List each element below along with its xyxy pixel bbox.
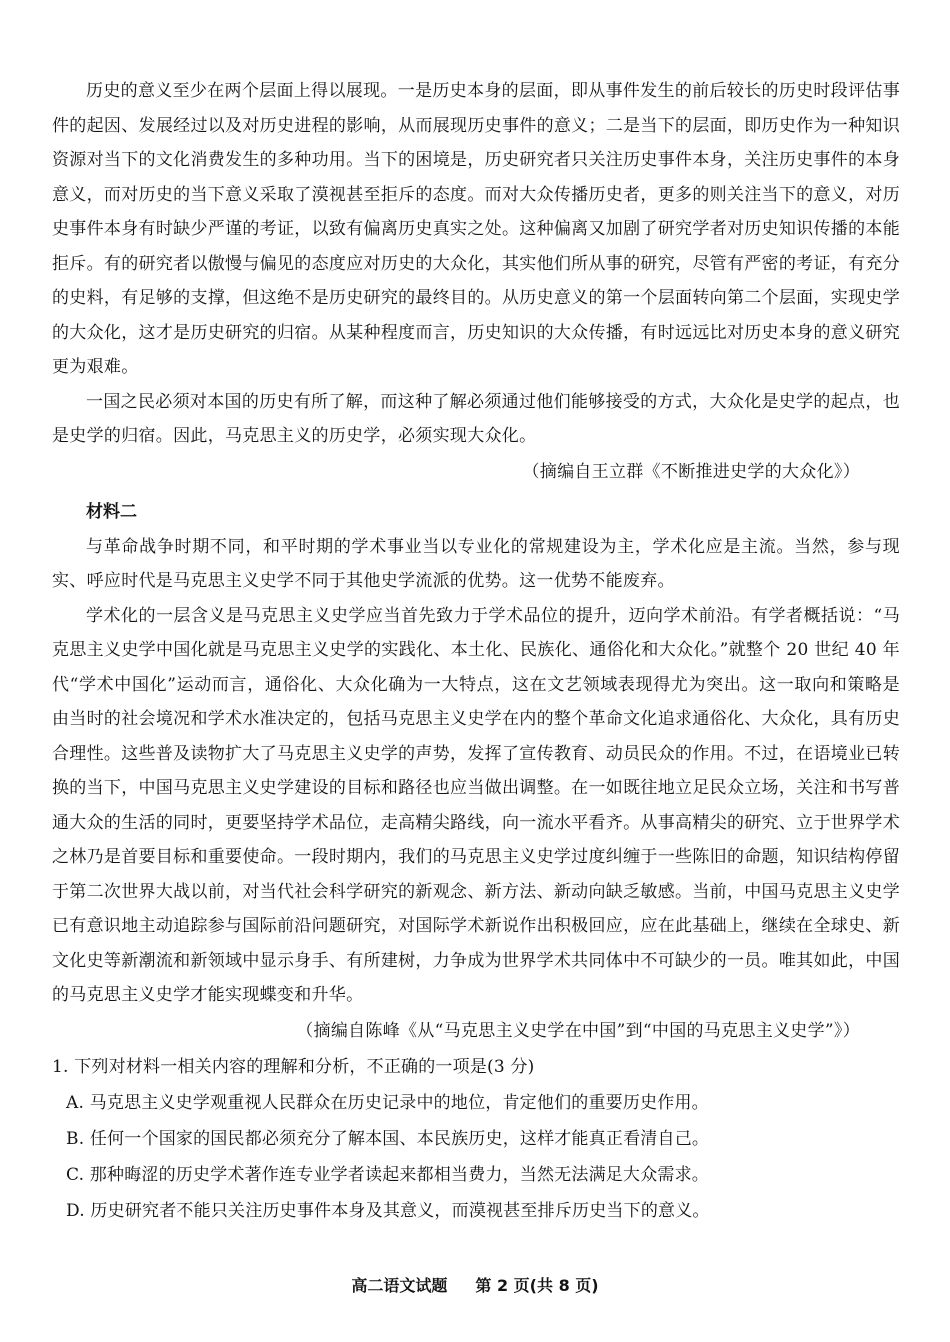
material2-source: （摘编自陈峰《从“马克思主义史学在中国”到“中国的马克思主义史学”》） (296, 1020, 860, 1041)
material2-paragraph-1: 与革命战争时期不同，和平时期的学术事业当以专业化的常规建设为主，学术化应是主流。当然，参与现实、呼应时代是马克思主义史学不同于其他史学流派的优势。这一优势不能废弃。 (52, 536, 900, 591)
footer-page-number: 第 2 页(共 8 页) (475, 1276, 599, 1295)
material1-source: （摘编自王立群《不断推进史学的大众化》） (522, 461, 860, 482)
body-text (52, 74, 900, 1229)
question-1-option-b: B. 任何一个国家的国民都必须充分了解本国、本民族历史，这样才能真正看清自己。 (66, 1128, 710, 1149)
question-1-stem: 1. 下列对材料一相关内容的理解和分析，不正确的一项是(3 分) (52, 1056, 535, 1077)
question-1-option-a: A. 马克思主义史学观重视人民群众在历史记录中的地位，肯定他们的重要历史作用。 (66, 1092, 709, 1113)
footer-subject: 高二语文试题 (351, 1276, 448, 1295)
page-footer (0, 1274, 950, 1298)
question-1-option-c: C. 那种晦涩的历史学术著作连专业学者读起来都相当费力，当然无法满足大众需求。 (66, 1164, 710, 1185)
material1-paragraph-2: 一国之民必须对本国的历史有所了解，而这种了解必须通过他们能够接受的方式，大众化是史学的起点，也是史学的归宿。因此，马克思主义的历史学，必须实现大众化。 (52, 391, 900, 446)
material1-paragraph-1: 历史的意义至少在两个层面上得以展现。一是历史本身的层面，即从事件发生的前后较长的历史时段评估事件的起因、发展经过以及对历史进程的影响，从而展现历史事件的意义；二是当下的层面，即历史作为一种知识资源对当下的文化消费发生的多种功用。当下的困境是，历史研究者只关注历史事件本身，关注历史事件的本身意义，而对历史的当下意义采取了漠视甚至拒斥的态度。而对大众传播历史者，更多的则关注当下的意义，对历史事件本身有时缺少严谨的考证，以致有偏离历史真实之处。这种偏离又加剧了研究学者对历史知识传播的本能拒斥。有的研究者以傲慢与偏见的态度应对历史的大众化，其实他们所从事的研究，尽管有严密的考证，有充分的史料，有足够的支撑，但这绝不是历史研究的最终目的。从历史意义的第一个层面转向第二个层面，实现史学的大众化，这才是历史研究的归宿。从某种程度而言，历史知识的大众传播，有时远远比对历史本身的意义研究更为艰难。 (52, 81, 900, 377)
material2-title: 材料二 (86, 501, 137, 522)
material2-paragraph-2: 学术化的一层含义是马克思主义史学应当首先致力于学术品位的提升，迈向学术前沿。有学者概括说：“马克思主义史学中国化就是马克思主义史学的实践化、本土化、民族化、通俗化和大众化。”就整个 20 世纪 40 年代“学术中国化”运动而言，通俗化、大众化确为一大特点，这在文艺领域表现得尤为突出。这一取向和策略是由当时的社会境况和学术水准决定的，包括马克思主义史学在内的整个革命文化追求通俗化、大众化，具有历史合理性。这些普及读物扩大了马克思主义史学的声势，发挥了宣传教育、动员民众的作用。不过，在语境业已转换的当下，中国马克思主义史学建设的目标和路径也应当做出调整。在一如既往地立足民众立场，关注和书写普通大众的生活的同时，更要坚持学术品位，走高精尖路线，向一流水平看齐。从事高精尖的研究、立于世界学术之林乃是首要目标和重要使命。一段时期内，我们的马克思主义史学过度纠缠于一些陈旧的命题，知识结构停留于第二次世界大战以前，对当代社会科学研究的新观念、新方法、新动向缺乏敏感。当前，中国马克思主义史学已有意识地主动追踪参与国际前沿问题研究，对国际学术新说作出积极回应，应在此基础上，继续在全球史、新文化史等新潮流和新领域中显示身手、有所建树，力争成为世界学术共同体中不可缺少的一员。唯其如此，中国的马克思主义史学才能实现蝶变和升华。 (52, 605, 900, 1005)
question-1-option-d: D. 历史研究者不能只关注历史事件本身及其意义，而漠视甚至排斥历史当下的意义。 (66, 1200, 710, 1221)
